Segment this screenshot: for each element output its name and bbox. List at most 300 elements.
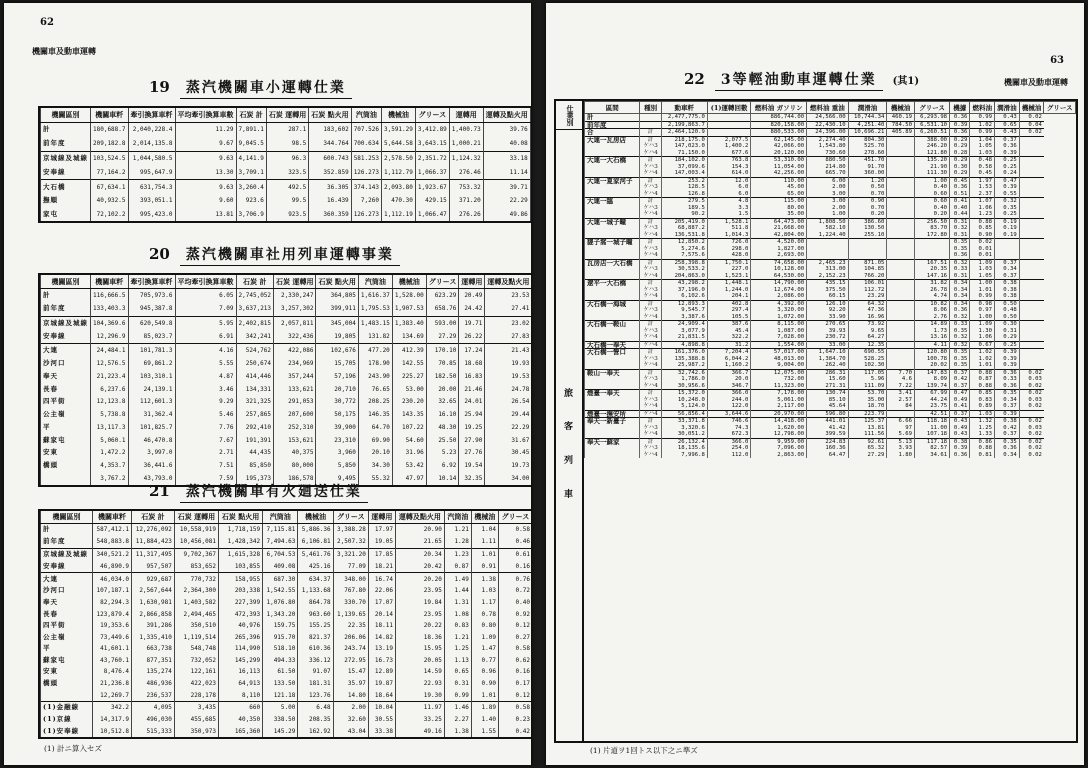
table-cell: 1.01 bbox=[970, 362, 995, 369]
table-cell: 784.50 bbox=[887, 121, 915, 129]
table-cell: 9.63 bbox=[175, 151, 236, 165]
table-row bbox=[41, 643, 532, 655]
table-cell: 0.03 bbox=[1019, 425, 1044, 432]
table-row bbox=[41, 383, 532, 396]
row-label bbox=[41, 689, 93, 701]
table-cell: 126.273 bbox=[351, 208, 381, 221]
table-cell: 8.06 bbox=[915, 307, 950, 314]
table-cell: 1,750.1 bbox=[707, 259, 751, 266]
table-cell: 0.86 bbox=[970, 438, 995, 445]
row-label: 前年度 bbox=[41, 137, 91, 151]
table-cell bbox=[707, 114, 751, 122]
table-cell: 1.02 bbox=[970, 356, 995, 363]
table-cell: 35.00 bbox=[751, 211, 807, 218]
table-cell: 0.92 bbox=[498, 608, 531, 620]
table-cell: 121.18 bbox=[263, 689, 298, 701]
table-cell: 21.65 bbox=[395, 536, 444, 548]
table-cell: 40,932.5 bbox=[91, 194, 129, 207]
table-row bbox=[585, 129, 1076, 137]
table-row bbox=[41, 370, 532, 383]
table-cell: 0.02 bbox=[1019, 369, 1044, 376]
table-cell: 13.30 bbox=[175, 165, 236, 179]
table-cell: 153,621 bbox=[274, 434, 316, 447]
table-cell: 33.25 bbox=[395, 714, 444, 726]
table-cell: 0.38 bbox=[995, 287, 1020, 294]
table-cell: 0.58 bbox=[498, 701, 531, 713]
table-cell: 7.51 bbox=[175, 459, 236, 472]
table-cell: 17.24 bbox=[459, 343, 485, 357]
table-cell: 0.40 bbox=[950, 205, 970, 212]
table-cell: 0.17 bbox=[498, 678, 531, 690]
table-cell: 32,742.6 bbox=[661, 369, 707, 376]
table-cell: 1.28 bbox=[444, 536, 471, 548]
table-cell: 0.90 bbox=[970, 232, 995, 239]
table-cell: 49.16 bbox=[395, 725, 444, 737]
table-cell: 20.35 bbox=[915, 266, 950, 273]
table-cell: 126.10 bbox=[807, 300, 848, 307]
table-cell: 74,658.00 bbox=[751, 259, 807, 266]
table-cell: 107,187.1 bbox=[93, 585, 132, 597]
table-cell: 2,040,228.4 bbox=[128, 122, 175, 136]
table-cell bbox=[530, 151, 531, 165]
row-kind bbox=[640, 121, 661, 129]
table-cell: 7,494.63 bbox=[263, 536, 298, 548]
table-cell: 1.09 bbox=[471, 631, 498, 643]
column-header: 平均牽引換算車數 bbox=[175, 275, 236, 289]
table-cell: 0.88 bbox=[970, 445, 995, 452]
table-cell: 0.31 bbox=[950, 218, 970, 225]
table-cell: 48,013.00 bbox=[751, 356, 807, 363]
column-header: 動車粁 bbox=[661, 102, 707, 114]
table-cell: 0.39 bbox=[995, 150, 1020, 157]
table-cell: 460.19 bbox=[887, 114, 915, 122]
table-cell: 4,392.00 bbox=[751, 300, 807, 307]
table-cell: 1.20 bbox=[848, 177, 887, 184]
table-cell: 49.86 bbox=[483, 208, 530, 221]
table-cell: 13.81 bbox=[175, 208, 236, 221]
table-row bbox=[585, 218, 1076, 225]
table-cell: 0.35 bbox=[950, 246, 970, 253]
table-cell: 189.5 bbox=[661, 205, 707, 212]
table-cell: 21.90 bbox=[915, 164, 950, 171]
row-kind: ケハ3 bbox=[640, 356, 661, 363]
table-cell: 2.00 bbox=[807, 205, 848, 212]
table-cell: 10,744.34 bbox=[848, 114, 887, 122]
table-cell: 1,076.80 bbox=[263, 597, 298, 609]
table-row bbox=[41, 725, 532, 737]
table-cell: 3,321.20 bbox=[333, 548, 368, 560]
table-cell: 27.41 bbox=[485, 302, 531, 316]
route-name: 前年度 bbox=[585, 121, 640, 129]
table-cell: 225.27 bbox=[392, 370, 426, 383]
table-cell: 7,996.8 bbox=[661, 452, 707, 459]
table-cell: 0.29 bbox=[950, 157, 970, 164]
table-cell: 9,045.5 bbox=[236, 137, 266, 151]
table-row bbox=[41, 194, 532, 207]
table-cell: 122,161 bbox=[174, 666, 218, 678]
table-cell: 224.83 bbox=[807, 438, 848, 445]
table-cell: 0.37 bbox=[995, 259, 1020, 266]
table-cell: 234,969 bbox=[274, 357, 316, 370]
table-cell: 0.40 bbox=[498, 597, 531, 609]
table-cell: 9,545.7 bbox=[661, 307, 707, 314]
table-cell: 123.76 bbox=[298, 689, 333, 701]
table-row bbox=[41, 536, 532, 548]
table-cell: 0.47 bbox=[995, 177, 1020, 184]
column-header: 機關區別 bbox=[41, 511, 93, 523]
column-header: 汽筒油 bbox=[444, 511, 471, 523]
table-cell: 732.00 bbox=[751, 376, 807, 383]
table-cell: 548,748 bbox=[174, 643, 218, 655]
table-cell: 1,630,981 bbox=[132, 597, 175, 609]
table-cell: 321,325 bbox=[236, 395, 274, 408]
table-cell: 393,051.1 bbox=[128, 194, 175, 207]
table-cell: 322.2 bbox=[707, 334, 751, 341]
table-cell: 0.37 bbox=[995, 431, 1020, 438]
table-cell bbox=[530, 165, 531, 179]
table-cell: 17.07 bbox=[368, 597, 395, 609]
table-cell: 1.40 bbox=[471, 714, 498, 726]
table-cell: 24,484.1 bbox=[91, 343, 129, 357]
table-cell: 73.92 bbox=[848, 321, 887, 328]
table-cell: 56,856.4 bbox=[661, 410, 707, 418]
column-header: 運轉用 bbox=[368, 511, 395, 523]
table-cell: 1.01 bbox=[970, 287, 995, 294]
page-number-right: 63 bbox=[1050, 55, 1064, 66]
table-cell: 64.70 bbox=[358, 421, 392, 434]
table-cell: 1.25 bbox=[970, 425, 995, 432]
footnote-right: (1) 片道ヲ1回トス以下之ニ準ズ bbox=[590, 746, 698, 755]
column-header: 運轉及點火用 bbox=[483, 108, 530, 122]
table-cell: 243.90 bbox=[358, 370, 392, 383]
table-cell: 0.32 bbox=[950, 259, 970, 266]
row-kind: ケハ4 bbox=[640, 211, 661, 218]
table-cell: 11.14 bbox=[483, 165, 530, 179]
table-cell: 19.93 bbox=[485, 357, 531, 370]
table-cell: 20.14 bbox=[368, 608, 395, 620]
route-name: 瓦房店一大石橋 bbox=[585, 259, 640, 266]
table-cell: 0.33 bbox=[950, 266, 970, 273]
table-cell: 929,687 bbox=[132, 573, 175, 585]
table-cell bbox=[887, 300, 915, 307]
table-cell: 22.29 bbox=[485, 421, 531, 434]
table-cell: 0.65 bbox=[444, 666, 471, 678]
table-cell: 477.20 bbox=[358, 343, 392, 357]
table-cell: 0.37 bbox=[950, 369, 970, 376]
table-cell: 236,537 bbox=[132, 689, 175, 701]
row-kind: 計 bbox=[640, 239, 661, 246]
table-cell: 518.10 bbox=[263, 643, 298, 655]
table-cell: 11,323.00 bbox=[751, 383, 807, 390]
table-cell: 46,034.0 bbox=[93, 573, 132, 585]
table-cell: 147.16 bbox=[915, 273, 950, 280]
table-cell: 53.42 bbox=[392, 459, 426, 472]
table-cell: 0.16 bbox=[498, 560, 531, 572]
table-cell: 470.30 bbox=[381, 194, 415, 207]
table-cell bbox=[530, 194, 531, 207]
column-header: 平均牽引換算車數 bbox=[175, 108, 236, 122]
table-cell: 85,850 bbox=[236, 459, 274, 472]
table-cell: 0.36 bbox=[995, 143, 1020, 150]
table-cell: 35.00 bbox=[848, 397, 887, 404]
table-cell: 2,567,644 bbox=[132, 585, 175, 597]
route-name bbox=[585, 293, 640, 300]
table-cell: 5.13 bbox=[887, 438, 915, 445]
table-cell: 7,096.00 bbox=[751, 445, 807, 452]
table-cell: 1.47 bbox=[471, 643, 498, 655]
table-cell: 218,175.0 bbox=[661, 136, 707, 143]
table-cell: 50,175 bbox=[316, 408, 358, 421]
table-cell bbox=[1019, 280, 1044, 287]
row-label: 蘇家屯 bbox=[41, 434, 91, 447]
table-cell: 279.5 bbox=[661, 198, 707, 205]
table-cell: 957,507 bbox=[132, 560, 175, 572]
table-cell: 214.80 bbox=[807, 164, 848, 171]
row-label: 橋頭 bbox=[41, 459, 91, 472]
table-cell: 1.03 bbox=[471, 585, 498, 597]
table-row bbox=[585, 390, 1076, 397]
table-cell: 18.64 bbox=[368, 689, 395, 701]
running-header-right: 機關車及動車運轉 bbox=[1004, 77, 1068, 87]
table-cell: 357,244 bbox=[274, 370, 316, 383]
table-cell: 91.70 bbox=[848, 164, 887, 171]
table-cell: 47.97 bbox=[392, 472, 426, 485]
table-cell: 3.00 bbox=[807, 198, 848, 205]
table-cell: 0.25 bbox=[995, 157, 1020, 164]
table-cell: 428.0 bbox=[707, 252, 751, 259]
table-cell: 3,997.0 bbox=[128, 447, 175, 460]
table-cell: 391,286 bbox=[132, 620, 175, 632]
table-cell: 1,472.2 bbox=[91, 447, 129, 460]
table-cell: 1,554.00 bbox=[751, 341, 807, 349]
table-cell: 45.4 bbox=[707, 328, 751, 335]
table-cell: 1,907.53 bbox=[392, 302, 426, 316]
table-row bbox=[585, 293, 1076, 300]
table-row bbox=[41, 585, 532, 597]
table-cell: 24.01 bbox=[459, 395, 485, 408]
table-cell: 1.04 bbox=[970, 136, 995, 143]
table-cell: 1,112.19 bbox=[381, 208, 415, 221]
table-cell: 39,900 bbox=[316, 421, 358, 434]
table-cell: 19.73 bbox=[485, 459, 531, 472]
side-char-2: 客 bbox=[564, 422, 574, 432]
table-cell: 21,223.4 bbox=[91, 370, 129, 383]
table-cell: 0.38 bbox=[995, 418, 1020, 425]
table-cell: 1,923.67 bbox=[415, 180, 449, 194]
table-cell: 767.80 bbox=[333, 585, 368, 597]
table-cell: 3,257,302 bbox=[274, 302, 316, 316]
table-cell: 1,066.47 bbox=[415, 208, 449, 221]
table-cell: 2,152.23 bbox=[807, 273, 848, 280]
table-cell: 135.20 bbox=[915, 157, 950, 164]
row-label: 前年度 bbox=[41, 536, 93, 548]
table-cell: 366.0 bbox=[707, 438, 751, 445]
table-cell bbox=[887, 157, 915, 164]
table-cell: 3,767.2 bbox=[91, 472, 129, 485]
table-cell: 0.40 bbox=[915, 205, 950, 212]
table-cell: 39.71 bbox=[483, 180, 530, 194]
table-cell: 135,274 bbox=[132, 666, 175, 678]
table-cell: 118.18 bbox=[915, 418, 950, 425]
table-cell: 69,861.2 bbox=[128, 357, 175, 370]
table-cell: 1.00 bbox=[970, 280, 995, 287]
row-kind: ケハ4 bbox=[640, 383, 661, 390]
table-cell: 85,023.7 bbox=[128, 330, 175, 344]
row-label: 四平街 bbox=[41, 620, 93, 632]
table-cell: 208.35 bbox=[298, 714, 333, 726]
column-header: 石炭 點火用 bbox=[316, 275, 358, 289]
table-cell: 0.87 bbox=[444, 560, 471, 572]
table-cell: 42,066.00 bbox=[751, 143, 807, 150]
table-cell: 3.3 bbox=[707, 205, 751, 212]
table-cell: 1.53 bbox=[970, 184, 995, 191]
table-cell: 0.03 bbox=[1019, 376, 1044, 383]
table-cell: 345,004 bbox=[316, 316, 358, 330]
table-cell: 1,428,342 bbox=[218, 536, 262, 548]
table-cell: 6.0 bbox=[707, 184, 751, 191]
table-cell: 0.32 bbox=[950, 334, 970, 341]
column-header: 石炭 計 bbox=[236, 108, 266, 122]
table-cell: 0.35 bbox=[950, 239, 970, 246]
table-cell: 0.39 bbox=[995, 362, 1020, 369]
table-cell: 17.85 bbox=[368, 548, 395, 560]
table-cell: 763.8 bbox=[707, 157, 751, 164]
table-cell: 0.34 bbox=[995, 266, 1020, 273]
table-cell: 37,196.0 bbox=[661, 287, 707, 294]
table-cell: 1.03 bbox=[970, 266, 995, 273]
table-cell bbox=[887, 259, 915, 266]
table-cell: 2,117.00 bbox=[751, 403, 807, 410]
row-kind: ケハ3 bbox=[640, 164, 661, 171]
table-cell: 117.05 bbox=[848, 369, 887, 376]
route-name: 大連一大石橋 bbox=[585, 157, 640, 164]
table-cell: 142.55 bbox=[392, 357, 426, 370]
table-19-title bbox=[149, 77, 352, 99]
table-cell bbox=[807, 239, 848, 246]
table-cell: 0.42 bbox=[950, 376, 970, 383]
table-cell: 1,528.1 bbox=[707, 218, 751, 225]
column-header: 潤滑油 bbox=[848, 102, 887, 114]
table-cell: 600.743 bbox=[309, 151, 351, 165]
table-cell: 46,890.9 bbox=[93, 560, 132, 572]
table-cell: 6,237.6 bbox=[91, 383, 129, 396]
table-cell: 0.43 bbox=[995, 114, 1020, 122]
table-cell: 298.0 bbox=[707, 246, 751, 253]
table-cell: 492.5 bbox=[266, 180, 308, 194]
table-cell: 139.74 bbox=[915, 383, 950, 390]
row-label: 平 bbox=[41, 421, 91, 434]
table-row bbox=[41, 597, 532, 609]
table-22-heading: 3等輕油動車運轉仕業 bbox=[715, 69, 883, 91]
table-cell: 41.42 bbox=[807, 425, 848, 432]
column-header: 石炭 計 bbox=[132, 511, 175, 523]
table-cell: 821.37 bbox=[298, 631, 333, 643]
table-cell: 5,060.1 bbox=[91, 434, 129, 447]
table-cell: 134,331 bbox=[236, 383, 274, 396]
table-cell: 1,383.40 bbox=[392, 316, 426, 330]
table-cell: 2,465.23 bbox=[807, 259, 848, 266]
row-label: 前年度 bbox=[41, 302, 91, 316]
table-cell: 80.00 bbox=[751, 205, 807, 212]
table-cell: 1,808.50 bbox=[807, 218, 848, 225]
table-cell: 10,512.8 bbox=[93, 725, 132, 737]
table-cell: 663,738 bbox=[132, 643, 175, 655]
table-cell: 677.6 bbox=[707, 150, 751, 157]
table-cell: 0.34 bbox=[950, 300, 970, 307]
table-cell: 375.50 bbox=[807, 287, 848, 294]
table-cell: 3,706.9 bbox=[236, 208, 266, 221]
running-header-left: 機關車及動車運轉 bbox=[32, 46, 96, 56]
table-row bbox=[585, 334, 1076, 341]
table-cell: 21,236.8 bbox=[93, 678, 132, 690]
table-cell: 16.74 bbox=[368, 573, 395, 585]
table-cell: 7.22 bbox=[887, 383, 915, 390]
table-cell: 0.72 bbox=[498, 585, 531, 597]
table-cell: 7.09 bbox=[175, 302, 236, 316]
table-cell: 42.51 bbox=[915, 410, 950, 418]
table-cell: 107.18 bbox=[915, 431, 950, 438]
table-cell: 5.55 bbox=[175, 357, 236, 370]
table-cell: 0.31 bbox=[950, 232, 970, 239]
table-cell: 0.31 bbox=[444, 678, 471, 690]
table-row bbox=[585, 170, 1076, 177]
table-cell: 7.70 bbox=[887, 369, 915, 376]
table-cell: 135,388.8 bbox=[661, 356, 707, 363]
table-cell: 0.04 bbox=[1019, 121, 1044, 129]
table-cell: 19.30 bbox=[395, 689, 444, 701]
route-name: 奉天一新臺子 bbox=[585, 418, 640, 425]
row-label: (1)金融線 bbox=[41, 701, 93, 713]
table-cell: 5,886.36 bbox=[298, 523, 333, 535]
table-cell: 12,850.2 bbox=[661, 239, 707, 246]
table-cell: 1.06 bbox=[970, 205, 995, 212]
table-cell: 160.36 bbox=[807, 445, 848, 452]
table-cell: 0.58 bbox=[970, 164, 995, 171]
table-cell: 272.95 bbox=[333, 654, 368, 666]
table-cell: 21,668.00 bbox=[751, 225, 807, 232]
table-cell: 1,615,328 bbox=[218, 548, 262, 560]
row-kind: 計 bbox=[640, 418, 661, 425]
table-cell: 23.95 bbox=[395, 608, 444, 620]
table-cell: 388.00 bbox=[915, 136, 950, 143]
table-cell: 2.27 bbox=[444, 714, 471, 726]
table-cell: 16.439 bbox=[309, 194, 351, 207]
table-cell: 72,102.2 bbox=[91, 208, 129, 221]
table-cell: 11.00 bbox=[915, 425, 950, 432]
table-cell: 0.36 bbox=[995, 445, 1020, 452]
table-cell: 31.2 bbox=[707, 341, 751, 349]
table-cell bbox=[1019, 341, 1044, 349]
table-cell: 24,909.4 bbox=[661, 321, 707, 328]
right-page bbox=[546, 3, 1084, 765]
table-cell: 0.38 bbox=[995, 280, 1020, 287]
table-row bbox=[41, 434, 532, 447]
table-cell: 853,652 bbox=[174, 560, 218, 572]
table-cell: 276.26 bbox=[449, 208, 483, 221]
table-cell bbox=[915, 239, 950, 246]
table-cell: 1,343.20 bbox=[263, 608, 298, 620]
table-cell: 80,000 bbox=[274, 459, 316, 472]
table-row bbox=[585, 369, 1076, 376]
table-row bbox=[585, 341, 1076, 349]
table-cell: 23.53 bbox=[485, 289, 531, 303]
table-cell: 165,360 bbox=[218, 725, 262, 737]
table-cell: 31.82 bbox=[915, 280, 950, 287]
table-cell: 203,338 bbox=[218, 585, 262, 597]
table-cell: 126.8 bbox=[661, 191, 707, 198]
row-label: 長春 bbox=[41, 608, 93, 620]
table-cell: 117.18 bbox=[915, 438, 950, 445]
